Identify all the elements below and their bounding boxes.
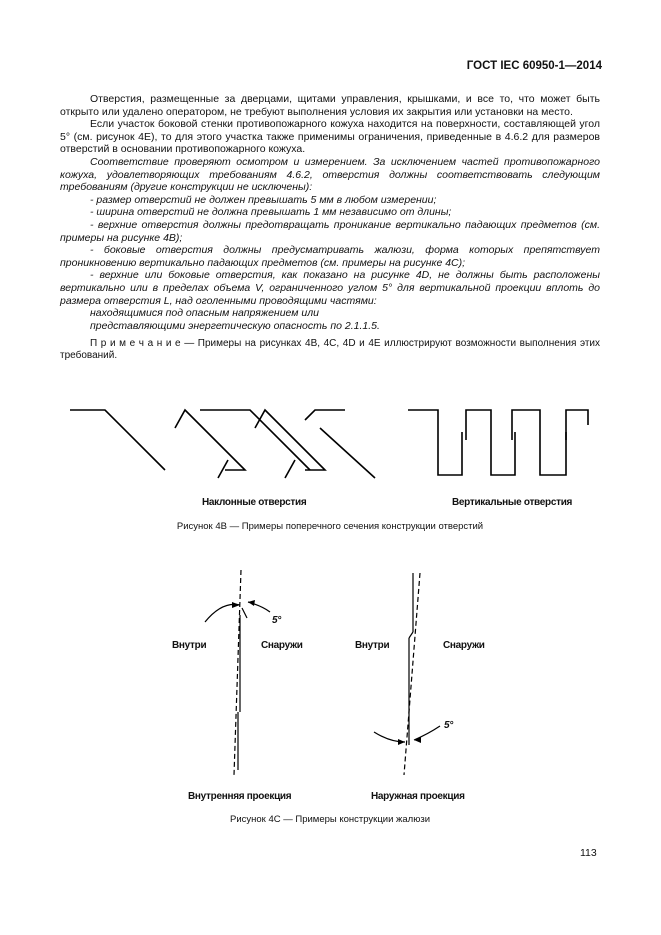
- louver-line: [242, 608, 247, 618]
- requirement-subitem: находящимися под опасным напряжением или: [90, 307, 319, 320]
- label-outer-projection: Наружная проекция: [371, 791, 465, 802]
- label-inclined-openings: Наклонные отверстия: [202, 497, 307, 508]
- compliance-paragraph: Соответствие проверяют осмотром и измерением. За исключением частей противопожарного кожуха, удовлетворяющих требованиям 4.6.2, отверстия должны соответствовать следующим требованиям (другие конструкции не исключены):: [60, 155, 600, 194]
- requirement-item: - боковые отверстия должны предусматривать жалюзи, форма которых препятствует проникновению вертикально падающих предметов (см. примеры на рисунке 4С);: [60, 244, 600, 269]
- angle-arc: [414, 726, 440, 740]
- louver-line: [409, 632, 413, 638]
- requirement-item: - верхние или боковые отверстия, как показано на рисунке 4D, не должны быть расположены вертикально или в пределах объема V, ограниченного углом 5° для вертикальной проекции вплоть до размера отверстия L, над оголенными проводящими частями:: [60, 269, 600, 307]
- figure-4b-caption: Рисунок 4В — Примеры поперечного сечения конструкции отверстий: [176, 521, 484, 532]
- note-text: — Примеры на рисунках 4В, 4С, 4D и 4Е иллюстрируют возможности выполнения этих требований.: [60, 338, 600, 362]
- label-vertical-openings: Вертикальные отверстия: [452, 497, 573, 508]
- arrow-head: [248, 600, 255, 606]
- label-inner-projection: Внутренняя проекция: [188, 791, 292, 802]
- requirement-subitem: представляющими энергетическую опасность по 2.1.1.5.: [90, 319, 380, 332]
- label-outside: Снаружи: [443, 640, 485, 651]
- note-label: П р и м е ч а н и е: [90, 338, 181, 350]
- angle-label: 5°: [272, 615, 281, 626]
- label-inside: Внутри: [172, 640, 207, 651]
- figure-4c-caption: Рисунок 4С — Примеры конструкции жалюзи: [229, 814, 430, 825]
- label-inside: Внутри: [355, 640, 390, 651]
- document-header: ГОСТ IEC 60950-1—2014: [466, 60, 602, 72]
- angle-label: 5°: [444, 720, 453, 731]
- angle-arc: [205, 604, 240, 622]
- vertical-dashed-line: [404, 573, 420, 775]
- arrow-head: [398, 739, 405, 745]
- paragraph: Если участок боковой стенки противопожарного кожуха находится на поверхности, составляющей угол 5° (см. рисунок 4Е), то для этого участка также применимы ограничения, приведенные в 4.6.2 для размеров отверстий в основании противопожарного кожуха.: [60, 118, 600, 156]
- requirement-item: - ширина отверстий не должна превышать 1 мм независимо от длины;: [90, 206, 452, 219]
- paragraph: Отверстия, размещенные за дверцами, щитами управления, крышками, и все то, что может быть открыто или удалено оператором, не требуют выполнения условия их закрытия или установки на место.: [60, 93, 600, 118]
- page-number: 113: [580, 847, 597, 859]
- requirement-item: - размер отверстий не должен превышать 5 мм в любом измерении;: [90, 193, 437, 206]
- arrow-head: [232, 602, 240, 608]
- label-outside: Снаружи: [261, 640, 303, 651]
- requirement-item: - верхние отверстия должны предотвращать проникание вертикально падающих предметов (см. примеры на рисунке 4В);: [60, 218, 600, 244]
